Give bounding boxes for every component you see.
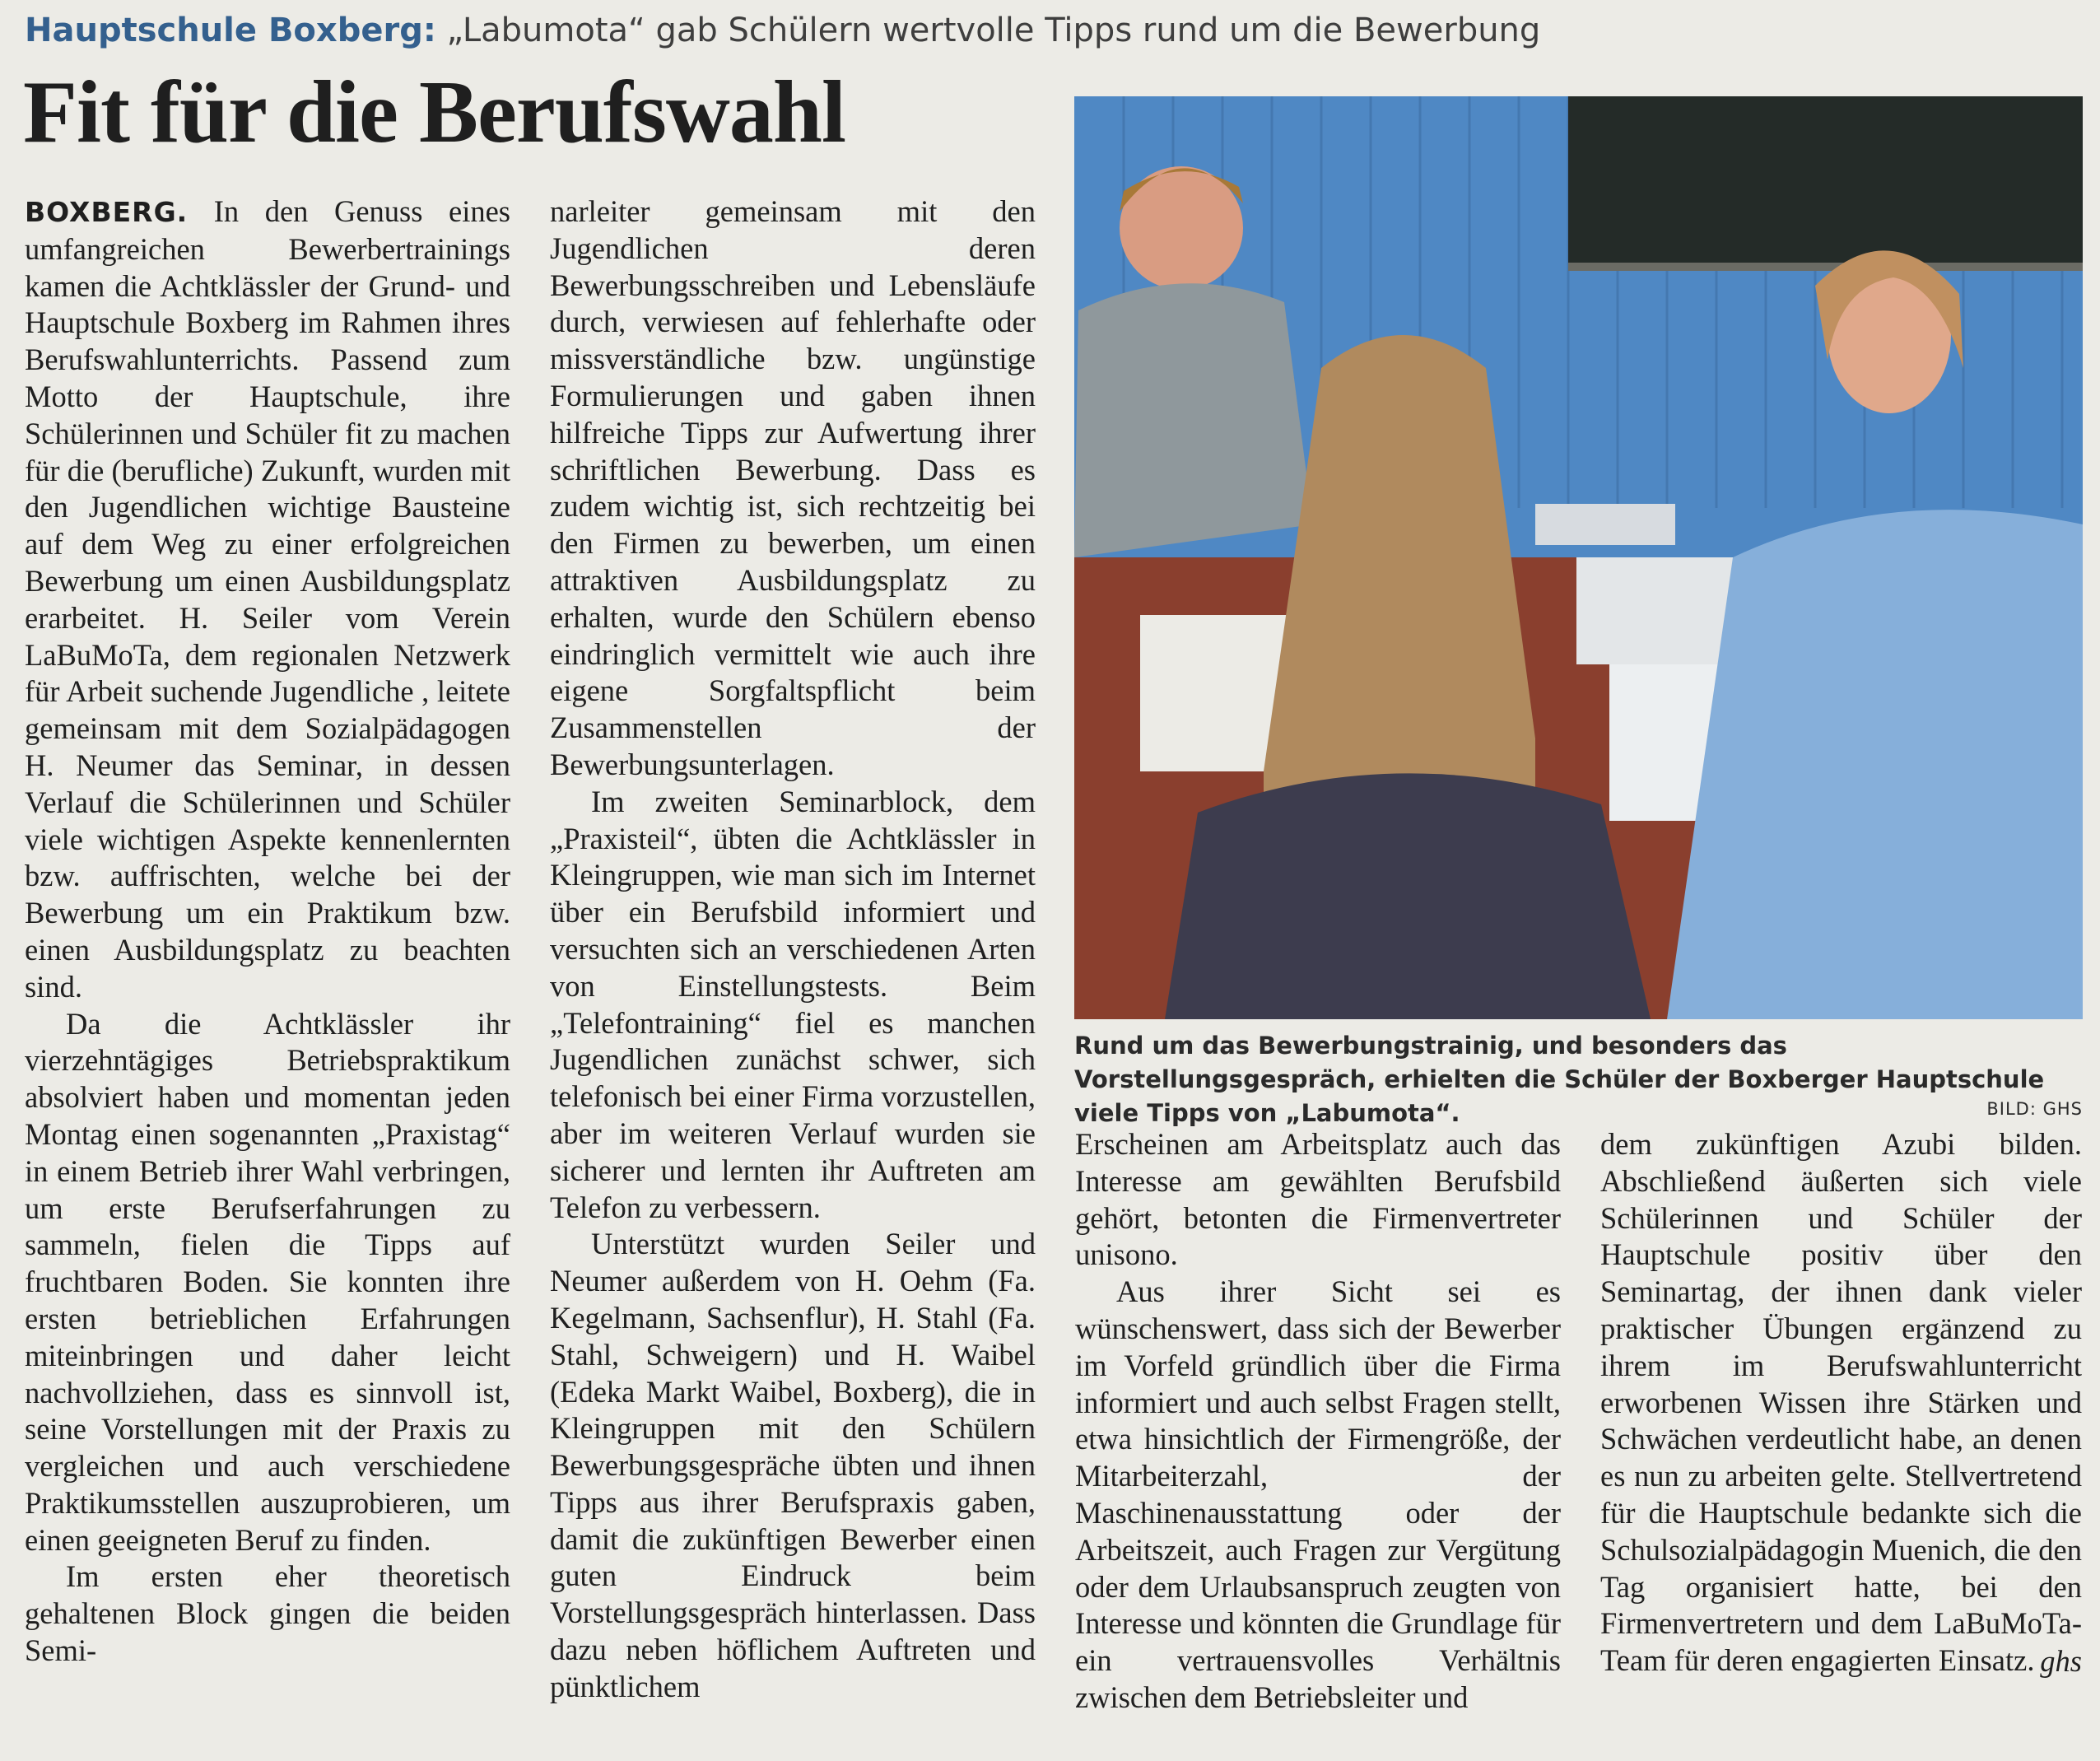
paragraph-1 xyxy=(25,193,510,1006)
author-signature: ghs xyxy=(2040,1643,2082,1678)
photo-instructor xyxy=(1074,283,1313,557)
article-column-4 xyxy=(1600,1126,2082,1680)
kicker xyxy=(25,12,1541,49)
photo-credit: BILD: GHS xyxy=(1986,1099,2083,1119)
dateline: BOXBERG. xyxy=(25,196,189,228)
paragraph-2: Da die Achtklässler ihr vierzehntägiges Betriebspraktikum absolviert haben und momentan jeden Montag einen sogenannten „Praxistag“ in einem Betrieb ihrer Wahl verbringen, um erste Berufserfahrungen zu sammeln, fielen die Tipps auf fruchtbaren Boden. Sie konnten ihre ersten betrieblichen Erfahrungen miteinbringen und daher leicht nachvollziehen, dass es sinnvoll ist, seine Vorstellungen mit der Praxis zu vergleichen und auch verschiedene Praktikumsstellen auszuprobieren, um einen geeigneten Beruf zu finden. xyxy=(25,1006,510,1557)
paragraph-6-part-1: Aus ihrer Sicht sei es wünschenswert, dass sich der Bewerber im Vorfeld gründlich über die Firma informiert und auch selbst Fragen stellt, etwa hinsichtlich der Firmengröße, der Mitarbeiterzahl, der Maschinenausstattung oder der Arbeitszeit, auch Fragen zur Vergütung oder dem Urlaubsanspruch zeugten von Interesse und könnten die Grundlage für ein vertrauensvolles Verhältnis zwischen dem Betriebsleiter und xyxy=(1075,1274,1561,1714)
paragraph-4: Im zweiten Seminarblock, dem „Praxisteil“, übten die Achtklässler in Kleingruppen, wie man sich im Internet über ein Berufsbild informiert und versuchten sich an verschiedenen Arten von Einstellungstests. Beim „Telefontraining“ fiel es manchen Jugendlichen zunächst schwer, sich telefonisch bei einer Firma vorzustellen, aber im weiteren Verlauf wurden sie sicherer und lernten ihr Auftreten am Telefon zu verbessern. xyxy=(550,784,1036,1224)
article-photo xyxy=(1074,96,2083,1019)
photo-caption xyxy=(1074,1029,2083,1130)
paragraph-6-part-2: dem zukünftigen Azubi bilden. Abschließend äußerten sich viele Schülerinnen und Schüler der Hauptschule positiv über den Seminartag, der ihnen dank vieler praktischer Übungen ergänzend zu ihrem im Berufswahlunterricht erworbenen Wissen ihre Stärken und Schwächen verdeutlicht habe, an denen es nun zu arbeiten gelte. Stellvertretend für die Hauptschule bedankte sich die Schulsozialpädagogin Muenich, die den Tag organisiert hatte, bei den Firmenvertretern und dem LaBuMoTa-Team für deren engagierten Einsatz. xyxy=(1600,1127,2082,1678)
classroom-photo-illustration xyxy=(1074,96,2083,1019)
article-column-1 xyxy=(25,193,510,1670)
kicker-text: „Labumota“ gab Schülern wertvolle Tipps rund um die Bewerbung xyxy=(446,12,1541,49)
photo-chalkboard xyxy=(1568,96,2083,268)
article-column-3 xyxy=(1075,1126,1561,1717)
paragraph-5-part-2: Erscheinen am Arbeitsplatz auch das Interesse am gewählten Berufsbild gehört, betonten die Firmenvertreter unisono. xyxy=(1075,1127,1561,1272)
paragraph-3-part-1: Im ersten eher theoretisch gehaltenen Block gingen die beiden Semi- xyxy=(25,1559,510,1668)
paragraph-5-part-1: Unterstützt wurden Seiler und Neumer außerdem von H. Oehm (Fa. Kegelmann, Sachsenflur), H. Stahl (Fa. Stahl, Schweigern) und H. Waibel (Edeka Markt Waibel, Boxberg), die in Kleingruppen mit den Schülern Bewerbungsgespräche übten und ihnen Tipps aus ihrer Berufspraxis gaben, damit die zukünftigen Bewerber einen guten Eindruck beim Vorstellungsgespräch hinterlassen. Dass dazu neben höflichem Auftreten und pünktlichem xyxy=(550,1227,1036,1703)
article-column-2 xyxy=(550,193,1036,1706)
paragraph-3-part-2: narleiter gemeinsam mit den Jugendlichen deren Bewerbungsschreiben und Lebensläufe durch, verwiesen auf fehlerhafte oder missverständliche bzw. ungünstige Formulierungen und gaben ihnen hilfreiche Tipps zur Aufwertung ihrer schriftlichen Bewerbung. Dass es zudem wichtig ist, sich rechtzeitig bei den Firmen zu bewerben, um einen attraktiven Ausbildungsplatz zu erhalten, wurde den Schülern ebenso eindringlich vermittelt wie auch ihre eigene Sorgfaltspflicht beim Zusammenstellen der Bewerbungsunterlagen. xyxy=(550,194,1036,781)
paragraph-1-text: In den Genuss eines umfangreichen Bewerbertrainings kamen die Achtklässler der Grund- und Hauptschule Boxberg im Rahmen ihres Berufswahlunterrichts. Passend zum Motto der Hauptschule, ihre Schülerinnen und Schüler fit zu machen für die (berufliche) Zukunft, wurden mit den Jugendlichen wichtige Bausteine auf dem Weg zu einer erfolgreichen Bewerbung um einen Ausbildungsplatz erarbeitet. H. Seiler vom Verein LaBuMoTa, dem regionalen Netzwerk für Arbeit suchende Jugendliche , leitete gemeinsam mit dem Sozialpädagogen H. Neumer das Seminar, in dessen Verlauf die Schülerinnen und Schüler viele wichtigen Aspekte kennenlernten bzw. auffrischten, welche bei der Bewerbung um ein Praktikum bzw. einen Ausbildungsplatz zu beachten sind. xyxy=(25,194,510,1004)
headline: Fit für die Berufswahl xyxy=(23,63,845,161)
photo-student-hoodie xyxy=(1165,773,1651,1019)
kicker-place: Hauptschule Boxberg: xyxy=(25,12,436,49)
caption-text: Rund um das Bewerbungstrainig, und besonders das Vorstellungsgespräch, erhielten die Schüler der Boxberger Hauptschule viele Tipps von „Labumota“. xyxy=(1074,1032,2045,1127)
photo-student-right xyxy=(1667,510,2083,1019)
